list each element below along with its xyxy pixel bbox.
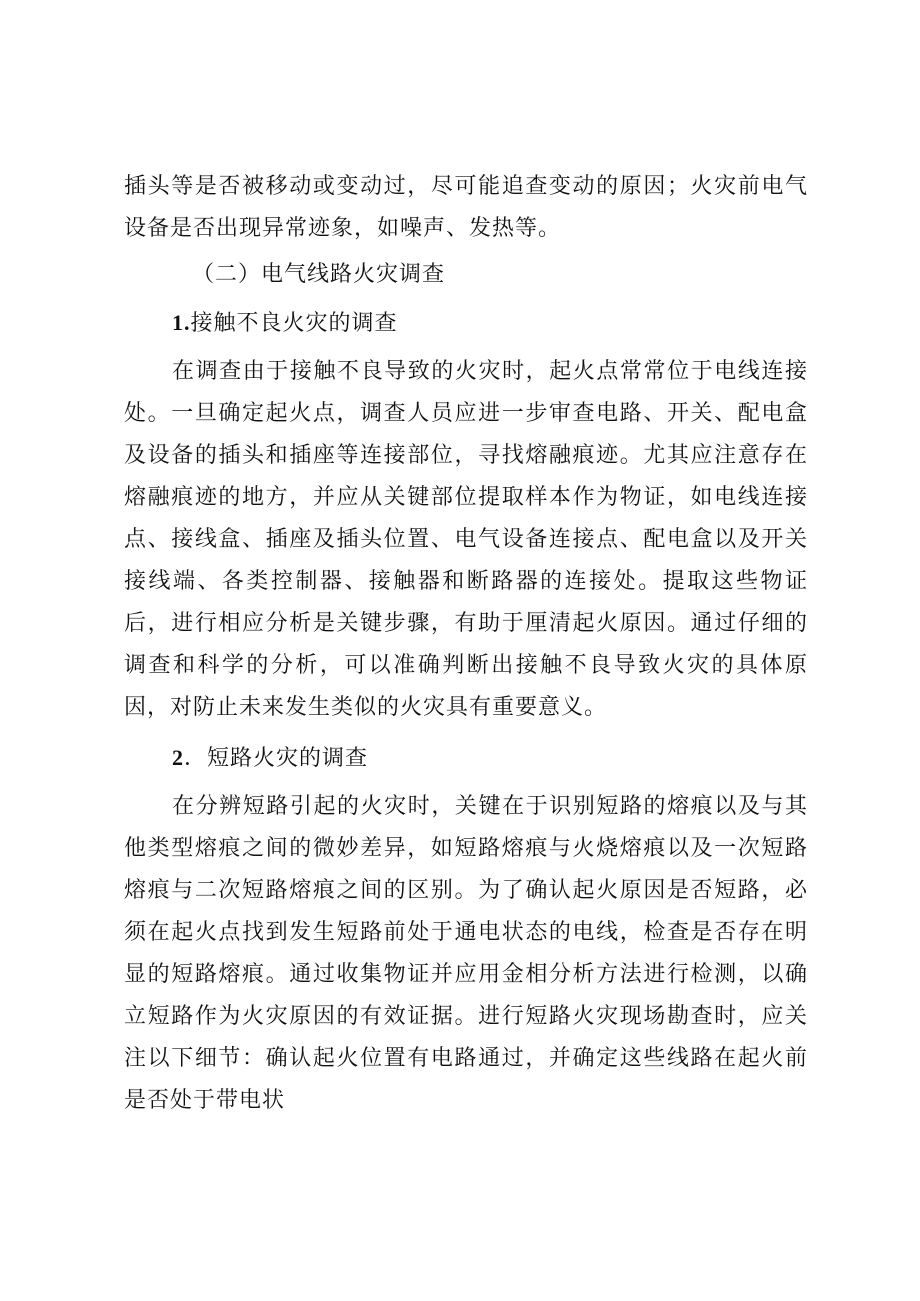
- subsection-title: ．短路火灾的调查: [184, 746, 369, 771]
- subsection-title: 接触不良火灾的调查: [190, 311, 398, 336]
- subsection-number: 1.: [172, 310, 191, 335]
- subsection-heading-short-circuit: [124, 737, 808, 780]
- subsection-heading-contact: [124, 302, 808, 345]
- paragraph-contact-fault: 在调查由于接触不良导致的火灾时，起火点常常位于电线连接处。一旦确定起火点，调查人员应进一步审查电路、开关、配电盒及设备的插头和插座等连接部位，寻找熔融痕迹。尤其应注意存在熔融痕迹的地方，并应从关键部位提取样本作为物证，如电线连接点、接线盒、插座及插头位置、电气设备连接点、配电盒以及开关接线端、各类控制器、接触器和断路器的连接处。提取这些物证后，进行相应分析是关键步骤，有助于厘清起火原因。通过仔细的调查和科学的分析，可以准确判断出接触不良导致火灾的具体原因，对防止未来发生类似的火灾具有重要意义。: [124, 359, 808, 720]
- document-body: [124, 166, 808, 1122]
- subsection-number: 2: [172, 745, 184, 770]
- paragraph-short-circuit: 在分辨短路引起的火灾时，关键在于识别短路的熔痕以及与其他类型熔痕之间的微妙差异，如短路熔痕与火烧熔痕以及一次短路熔痕与二次短路熔痕之间的区别。为了确认起火原因是否短路，必须在起火点找到发生短路前处于通电状态的电线，检查是否存在明显的短路熔痕。通过收集物证并应用金相分析方法进行检测，以确立短路作为火灾原因的有效证据。进行短路火灾现场勘查时，应关注以下细节：确认起火位置有电路通过，并确定这些线路在起火前是否处于带电状: [124, 794, 808, 1113]
- section-heading: （二）电气线路火灾调查: [192, 262, 446, 287]
- paragraph-continued: 插头等是否被移动或变动过，尽可能追查变动的原因；火灾前电气设备是否出现异常迹象，如噪声、发热等。: [124, 174, 808, 241]
